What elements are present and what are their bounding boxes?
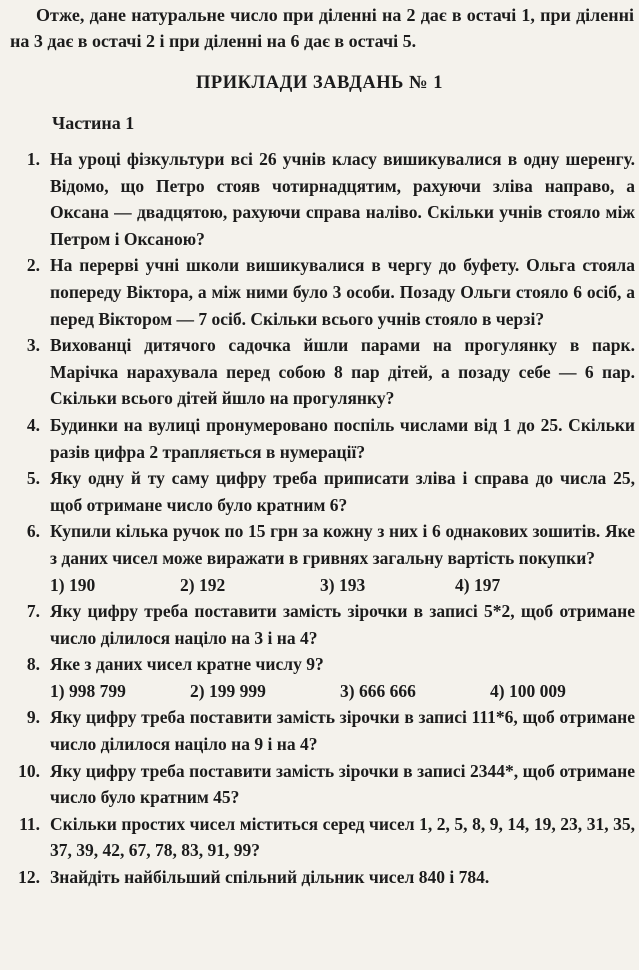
task-text: Купили кілька ручок по 15 грн за кожну з них і 6 однакових зошитів. Яке з даних чисел може виражати в гривнях загальну вартість покупки?: [50, 521, 635, 568]
task-item: [0, 518, 639, 598]
answer-options: [50, 572, 635, 599]
answer-option: 2) 192: [180, 574, 226, 595]
task-list: [0, 146, 639, 891]
task-item: [0, 704, 639, 757]
task-item: [0, 332, 639, 412]
task-text: Яке з даних чисел кратне числу 9?: [50, 654, 324, 675]
answer-option: 3) 666 666: [340, 680, 416, 701]
task-item: [0, 864, 639, 891]
answer-option: 1) 998 799: [50, 680, 126, 701]
answer-option: 3) 193: [320, 574, 366, 595]
task-number: 5.: [26, 468, 40, 489]
task-item: [0, 412, 639, 465]
task-item: [0, 465, 639, 518]
task-text: Яку цифру треба поставити замість зірочки в записі 5*2, щоб отримане число ділилося націло на 3 і на 4?: [50, 601, 635, 648]
answer-option: 4) 100 009: [490, 680, 566, 701]
task-number: 3.: [26, 335, 40, 356]
answer-options: [50, 678, 635, 705]
part-heading: Частина 1: [52, 113, 135, 133]
task-number: 6.: [26, 521, 40, 542]
task-text: Яку цифру треба поставити замість зірочки в записі 111*6, щоб отримане число ділилося націло на 9 і на 4?: [50, 707, 635, 755]
task-number: 2.: [26, 255, 40, 276]
answer-option: 1) 190: [50, 574, 96, 595]
task-item: [0, 758, 639, 811]
intro-paragraph: Отже, дане натуральне число при діленні на 2 дає в остачі 1, при діленні на 3 дає в остачі 2 і при діленні на 6 дає в остачі 5.: [10, 5, 634, 51]
answer-option: 4) 197: [455, 574, 501, 595]
task-text: На уроці фізкультури всі 26 учнів класу вишикувалися в одну шеренгу. Відомо, що Петро стояв чотирнадцятим, рахуючи зліва направо, а Оксана — двадцятою, рахуючи справа наліво. Скільки учнів стояло між Петром і Оксаною?: [50, 149, 635, 249]
task-text: Яку цифру треба поставити замість зірочки в записі 2344*, щоб отримане число було кратним 45?: [50, 760, 635, 808]
task-text: На перерві учні школи вишикувалися в чергу до буфету. Ольга стояла попереду Віктора, а між ними було 3 особи. Позаду Ольги стояло 6 осіб, а перед Віктором — 7 осіб. Скільки всього учнів стояло в черзі?: [50, 255, 635, 329]
task-item: [0, 651, 639, 704]
task-number: 8.: [26, 654, 40, 675]
task-number: 10.: [18, 760, 40, 781]
task-text: Скільки простих чисел міститься серед чисел 1, 2, 5, 8, 9, 14, 19, 23, 31, 35, 37, 39, 42, 67, 78, 83, 91, 99?: [50, 813, 635, 861]
task-item: [0, 598, 639, 651]
task-text: Яку одну й ту саму цифру треба приписати зліва і справа до числа 25, щоб отримане число було кратним 6?: [50, 468, 635, 515]
task-number: 9.: [26, 707, 40, 728]
task-number: 7.: [26, 601, 40, 622]
task-number: 1.: [26, 149, 40, 169]
task-text: Будинки на вулиці пронумеровано поспіль числами від 1 до 25. Скільки разів цифра 2 трапляється в нумерації?: [50, 414, 635, 462]
task-number: 4.: [26, 414, 40, 435]
task-item: [0, 252, 639, 332]
task-text: Вихованці дитячого садочка йшли парами на прогулянку в парк. Марічка нарахувала перед собою 8 пар дітей, а позаду себе — 6 пар. Скільки всього дітей йшло на прогулянку?: [50, 335, 635, 409]
task-item: [0, 811, 639, 864]
task-text: Знайдіть найбільший спільний дільник чисел 840 і 784.: [50, 867, 490, 888]
task-item: [0, 146, 639, 252]
section-title: ПРИКЛАДИ ЗАВДАНЬ № 1: [196, 73, 443, 93]
answer-option: 2) 199 999: [190, 680, 266, 701]
task-number: 12.: [18, 867, 40, 888]
task-number: 11.: [19, 813, 40, 834]
